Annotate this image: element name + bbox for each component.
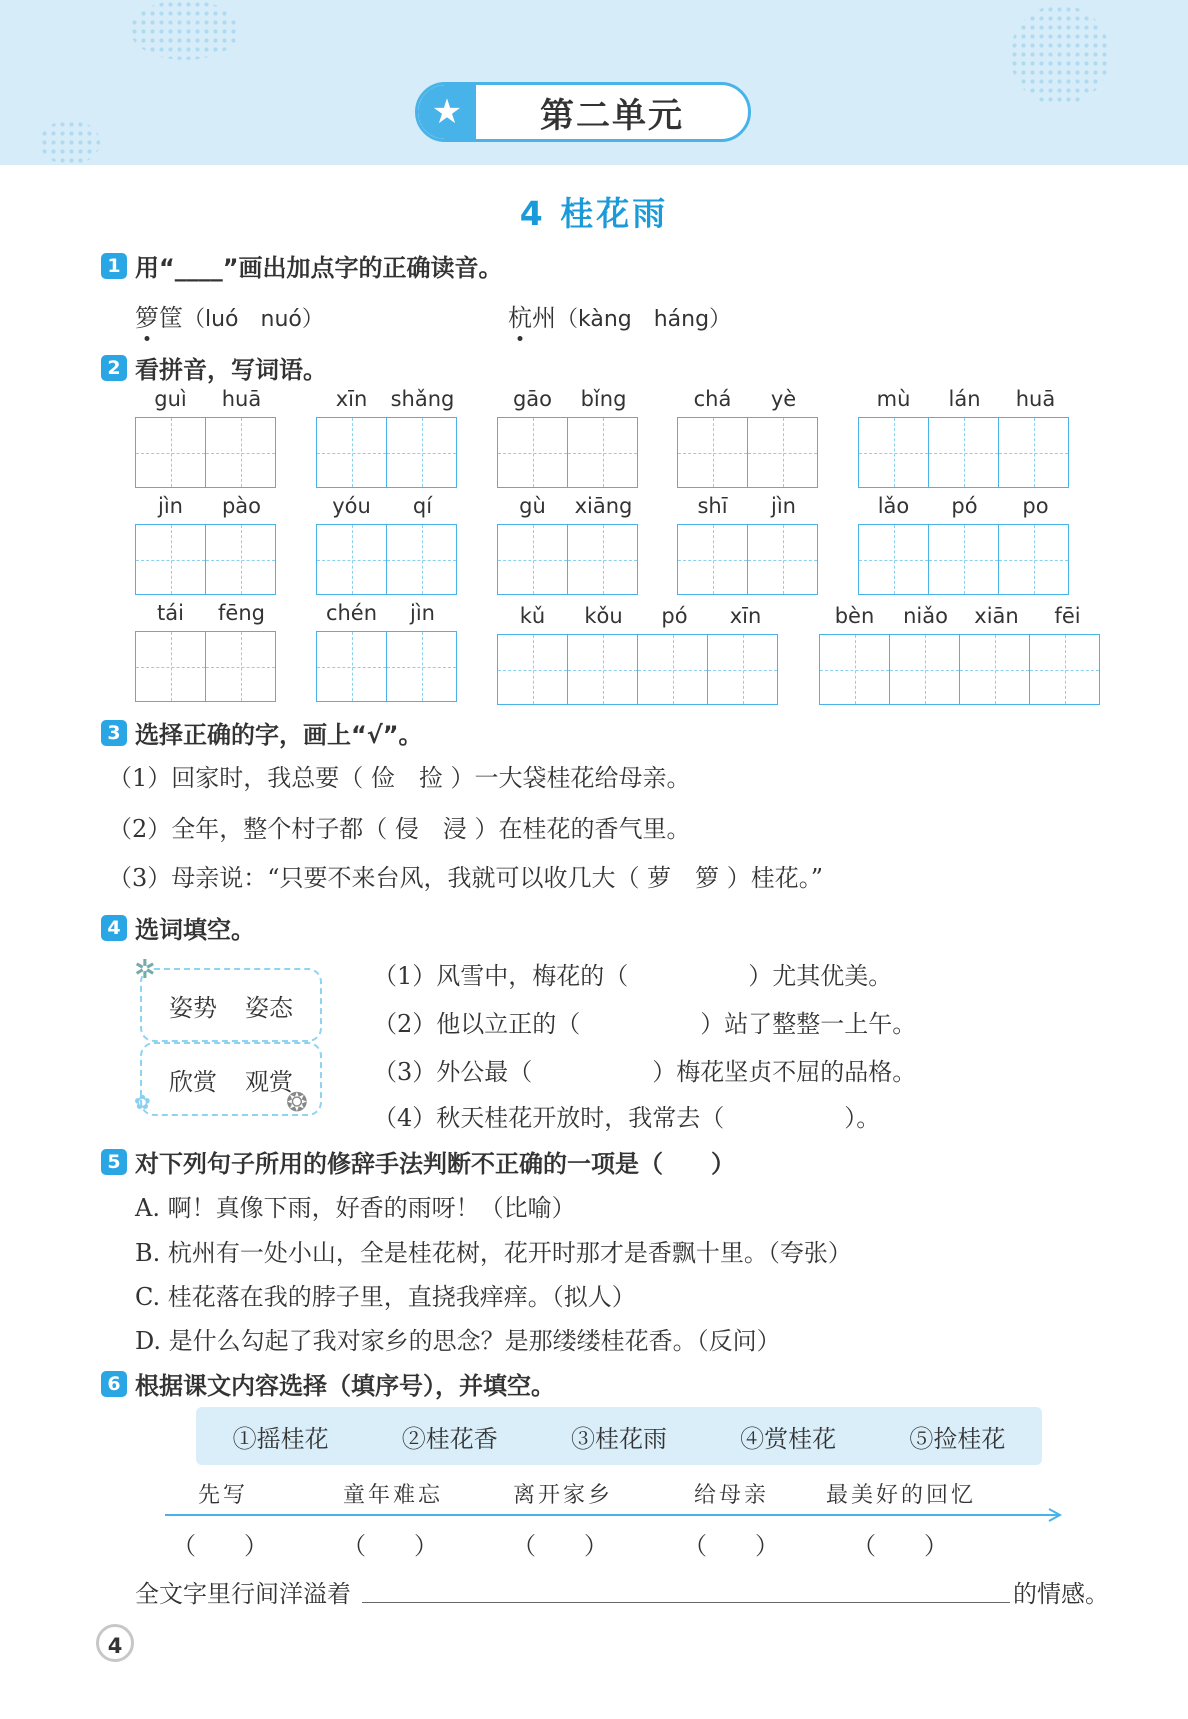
question-number-badge: 6	[101, 1371, 127, 1397]
decor-dots	[40, 120, 100, 165]
tian-zi-ge-cell[interactable]	[748, 418, 817, 487]
tian-zi-ge-cell[interactable]	[859, 418, 929, 487]
tian-zi-ge-cell[interactable]	[498, 418, 568, 487]
pinyin-syllable: yóu	[332, 494, 371, 518]
q4-item: （4）秋天桂花开放时，我常去（ ）。	[373, 1104, 881, 1132]
q3-item: （3）母亲说：“只要不来台风，我就可以收几大（ 萝 箩 ）桂花。”	[108, 864, 824, 892]
tian-zi-ge-cell[interactable]	[960, 635, 1030, 704]
answer-paren[interactable]: （ ）	[683, 1532, 779, 1560]
fill-blank-line[interactable]	[362, 1602, 1010, 1603]
tian-zi-ge-cell[interactable]	[638, 635, 708, 704]
choice-option: ⑤捡桂花	[909, 1424, 1006, 1453]
tian-zi-ge-cell[interactable]	[678, 525, 748, 594]
pinyin-syllable: bǐng	[580, 387, 627, 411]
writing-box-row	[858, 417, 1069, 488]
pinyin-syllable: xiāng	[574, 494, 633, 518]
pinyin-row	[135, 387, 277, 411]
q5-option-b: B. 杭州有一处小山，全是桂花树，花开时那才是香飘十里。（夸张）	[135, 1239, 852, 1267]
choice-option: ④赏桂花	[740, 1424, 837, 1453]
tian-zi-ge-cell[interactable]	[929, 418, 999, 487]
question-4-header	[101, 910, 255, 945]
pinyin-syllable: shī	[697, 494, 728, 518]
writing-box-row	[497, 634, 778, 705]
pinyin-row	[316, 387, 458, 411]
pinyin-row	[316, 601, 458, 625]
timeline-label: 童年难忘	[343, 1483, 444, 1508]
tian-zi-ge-cell[interactable]	[498, 525, 568, 594]
question-5-title: 对下列句子所用的修辞手法判断不正确的一项是（ ）	[135, 1150, 735, 1178]
writing-box-row	[858, 524, 1069, 595]
pinyin-syllable: jìn	[771, 494, 796, 518]
pinyin-syllable: pó	[951, 494, 978, 518]
tian-zi-ge-cell[interactable]	[206, 418, 275, 487]
tian-zi-ge-cell[interactable]	[859, 525, 929, 594]
pinyin-syllable: xīn	[335, 387, 368, 411]
pinyin-syllable: po	[1022, 494, 1049, 518]
pinyin-syllable: pào	[221, 494, 262, 518]
choice-option: ③桂花雨	[570, 1424, 667, 1453]
tian-zi-ge-cell[interactable]	[708, 635, 777, 704]
answer-paren[interactable]: （ ）	[852, 1532, 948, 1560]
tian-zi-ge-cell[interactable]	[136, 632, 206, 701]
pinyin-row	[858, 387, 1071, 411]
pinyin-syllable: tái	[157, 601, 184, 625]
pinyin-syllable: bèn	[834, 604, 875, 628]
timeline-label: 给母亲	[694, 1483, 770, 1508]
pinyin-syllable: chén	[325, 601, 378, 625]
header-wave-border	[0, 158, 1188, 174]
star-icon: ★	[418, 85, 476, 139]
pinyin-row	[819, 604, 1103, 628]
pinyin-syllable: fēng	[218, 601, 265, 625]
q3-item: （2）全年，整个村子都（ 侵 浸 ）在桂花的香气里。	[108, 815, 691, 843]
pinyin-syllable: qí	[412, 494, 433, 518]
question-2-title: 看拼音，写词语。	[135, 356, 327, 384]
fill-prefix: 全文字里行间洋溢着	[135, 1580, 351, 1608]
q5-option-c: C. 桂花落在我的脖子里，直挠我痒痒。（拟人）	[135, 1283, 636, 1311]
lesson-title: 4 桂花雨	[519, 194, 669, 233]
plain-char: 筐	[159, 304, 183, 332]
q4-item: （3）外公最（ ）梅花坚贞不屈的品格。	[373, 1058, 917, 1086]
pinyin-syllable: lán	[948, 387, 981, 411]
tian-zi-ge-cell[interactable]	[820, 635, 890, 704]
writing-box-row	[135, 417, 276, 488]
unit-banner	[415, 82, 751, 142]
timeline-label: 最美好的回忆	[826, 1483, 977, 1508]
dotted-char: 箩	[135, 298, 159, 333]
pinyin-syllable: lǎo	[877, 494, 910, 518]
tian-zi-ge-cell[interactable]	[748, 525, 817, 594]
q1-item-1	[135, 298, 324, 333]
pinyin-syllable: pó	[661, 604, 688, 628]
timeline-arrow	[165, 1505, 1065, 1525]
question-3-title: 选择正确的字，画上“√”。	[135, 721, 423, 749]
tian-zi-ge-cell[interactable]	[136, 525, 206, 594]
question-2-header	[101, 350, 327, 385]
choice-option: ②桂花香	[401, 1424, 498, 1453]
writing-box-row	[677, 417, 818, 488]
tian-zi-ge-cell[interactable]	[498, 635, 568, 704]
question-number-badge: 5	[101, 1149, 127, 1175]
tian-zi-ge-cell[interactable]	[999, 418, 1068, 487]
word-option: 姿态	[245, 993, 293, 1022]
question-number-badge: 3	[101, 720, 127, 746]
pinyin-row	[858, 494, 1071, 518]
word-choice-box-1	[140, 968, 322, 1042]
writing-box-row	[135, 524, 276, 595]
timeline-label: 先写	[198, 1483, 249, 1508]
writing-box-row	[316, 631, 457, 702]
q1-item-2	[508, 298, 731, 333]
tian-zi-ge-cell[interactable]	[206, 632, 275, 701]
tian-zi-ge-cell[interactable]	[317, 418, 387, 487]
question-6-title: 根据课文内容选择（填序号），并填空。	[135, 1372, 555, 1400]
answer-paren[interactable]: （ ）	[512, 1532, 608, 1560]
pinyin-syllable: yè	[770, 387, 797, 411]
pinyin-syllable: chá	[693, 387, 732, 411]
word-option: 观赏	[245, 1067, 293, 1096]
pinyin-row	[677, 494, 819, 518]
pinyin-options: （kàng háng）	[556, 307, 732, 332]
pinyin-syllable: jìn	[410, 601, 435, 625]
q4-item: （1）风雪中，梅花的（ ）尤其优美。	[373, 962, 893, 990]
pinyin-syllable: guì	[154, 387, 187, 411]
tian-zi-ge-cell[interactable]	[1030, 635, 1099, 704]
tian-zi-ge-cell[interactable]	[999, 525, 1068, 594]
pinyin-syllable: gāo	[512, 387, 553, 411]
ladybug-icon: ❂	[286, 1088, 308, 1118]
question-5-header	[101, 1144, 735, 1179]
pinyin-syllable: kǔ	[519, 604, 546, 628]
pinyin-syllable: xiān	[974, 604, 1019, 628]
q5-option-a: A. 啊！真像下雨，好香的雨呀！（比喻）	[135, 1194, 576, 1222]
pinyin-row	[677, 387, 819, 411]
decor-dots	[1010, 5, 1110, 105]
tian-zi-ge-cell[interactable]	[136, 418, 206, 487]
decor-dots	[130, 0, 240, 60]
tian-zi-ge-cell[interactable]	[317, 525, 387, 594]
flower-icon: ✿	[134, 1090, 151, 1114]
q4-item: （2）他以立正的（ ）站了整整一上午。	[373, 1010, 917, 1038]
question-1-header	[101, 248, 503, 283]
pinyin-syllable: huā	[221, 387, 262, 411]
question-6-header	[101, 1366, 555, 1401]
writing-box-row	[316, 417, 457, 488]
writing-box-row	[677, 524, 818, 595]
tian-zi-ge-cell[interactable]	[206, 525, 275, 594]
pinyin-row	[316, 494, 458, 518]
pinyin-syllable: jìn	[158, 494, 183, 518]
writing-box-row	[497, 524, 638, 595]
pinyin-syllable: xīn	[729, 604, 762, 628]
unit-title: 第二单元	[540, 95, 684, 136]
choice-option: ①摇桂花	[232, 1424, 329, 1453]
question-number-badge: 4	[101, 915, 127, 941]
word-option: 姿势	[169, 993, 217, 1022]
pinyin-options: （luó nuó）	[183, 307, 324, 332]
tian-zi-ge-cell[interactable]	[568, 525, 637, 594]
writing-box-row	[316, 524, 457, 595]
tian-zi-ge-cell[interactable]	[890, 635, 960, 704]
pinyin-row	[497, 604, 781, 628]
pinyin-row	[497, 494, 639, 518]
answer-paren[interactable]: （ ）	[172, 1532, 268, 1560]
pinyin-syllable: gù	[519, 494, 546, 518]
question-number-badge: 1	[101, 253, 127, 279]
q5-option-d: D. 是什么勾起了我对家乡的思念？是那缕缕桂花香。（反问）	[135, 1327, 781, 1355]
writing-box-row	[135, 631, 276, 702]
timeline-label: 离开家乡	[513, 1483, 614, 1508]
answer-paren[interactable]: （ ）	[342, 1532, 438, 1560]
pinyin-syllable: huā	[1015, 387, 1056, 411]
plain-char: 州	[532, 304, 556, 332]
pinyin-row	[135, 494, 277, 518]
tian-zi-ge-cell[interactable]	[568, 635, 638, 704]
pinyin-syllable: fēi	[1054, 604, 1081, 628]
pinyin-syllable: kǒu	[584, 604, 623, 628]
fill-suffix: 的情感。	[1013, 1580, 1109, 1608]
word-option: 欣赏	[169, 1067, 217, 1096]
question-number-badge: 2	[101, 355, 127, 381]
tian-zi-ge-cell[interactable]	[387, 632, 456, 701]
pinyin-row	[497, 387, 639, 411]
tian-zi-ge-cell[interactable]	[387, 418, 456, 487]
pinyin-syllable: niǎo	[903, 604, 948, 628]
tian-zi-ge-cell[interactable]	[387, 525, 456, 594]
pinyin-syllable: shǎng	[390, 387, 455, 411]
dotted-char: 杭	[508, 298, 532, 333]
choice-options-bar	[196, 1407, 1042, 1465]
tian-zi-ge-cell[interactable]	[929, 525, 999, 594]
writing-box-row	[819, 634, 1100, 705]
writing-box-row	[497, 417, 638, 488]
pinyin-row	[135, 601, 277, 625]
pinyin-syllable: mù	[876, 387, 911, 411]
page-number: 4	[96, 1624, 134, 1662]
q3-item: （1）回家时，我总要（ 俭 捡 ）一大袋桂花给母亲。	[108, 764, 691, 792]
tian-zi-ge-cell[interactable]	[568, 418, 637, 487]
tian-zi-ge-cell[interactable]	[317, 632, 387, 701]
question-4-title: 选词填空。	[135, 916, 255, 944]
tian-zi-ge-cell[interactable]	[678, 418, 748, 487]
insect-icon: ✲	[134, 955, 156, 985]
question-1-title: 用“____”画出加点字的正确读音。	[135, 254, 503, 282]
question-3-header	[101, 715, 423, 750]
